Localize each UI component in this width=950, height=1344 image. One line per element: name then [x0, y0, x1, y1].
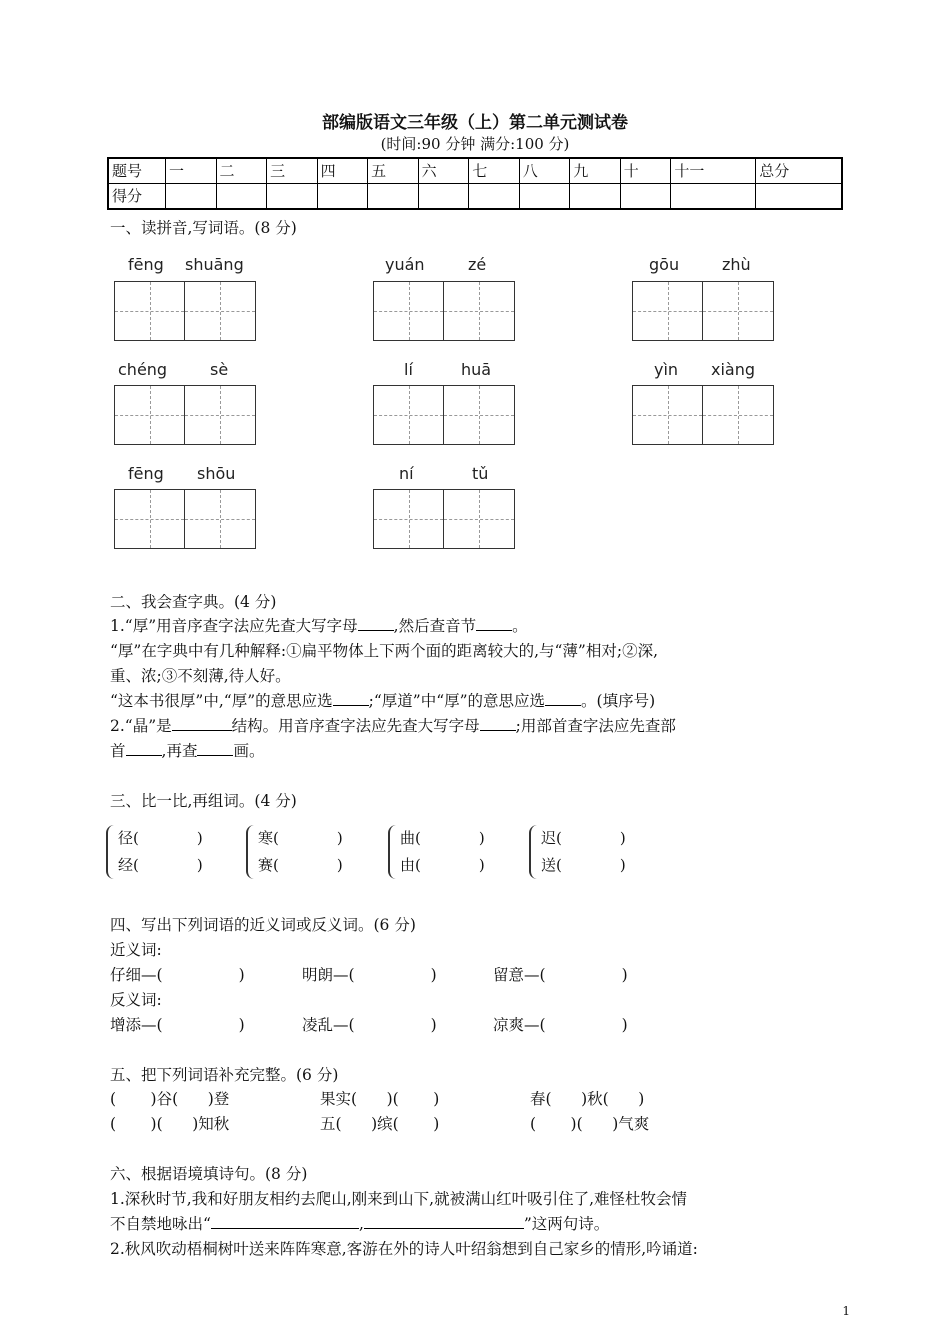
paren: ) — [238, 1016, 245, 1034]
score-table — [107, 157, 843, 210]
score-cell: 七 — [469, 158, 520, 184]
text: 。 — [512, 617, 528, 635]
pinyin-label: fēng — [128, 464, 164, 483]
paren: ) — [196, 829, 203, 847]
pair-char: 由( — [400, 856, 421, 874]
writing-grid[interactable] — [373, 385, 515, 445]
synonym-item — [302, 963, 437, 987]
text: 1.“厚”用音序查字法应先查大写字母 — [110, 617, 358, 635]
pinyin-label: zé — [468, 255, 487, 274]
paren: ) — [619, 829, 626, 847]
score-input-cell[interactable] — [418, 184, 469, 210]
score-input-cell[interactable] — [216, 184, 267, 210]
word-pair — [258, 825, 343, 879]
antonym-item — [302, 1013, 437, 1037]
section-2-heading: 二、我会查字典。(4 分) — [110, 593, 277, 611]
writing-grid[interactable] — [632, 281, 774, 341]
idiom-item[interactable]: ( )( )气爽 — [530, 1115, 650, 1133]
question-line: 重、浓;③不刻薄,待人好。 — [110, 667, 291, 685]
antonym-item — [110, 1013, 245, 1037]
score-table-score-row — [108, 184, 842, 210]
pair-char: 曲( — [400, 829, 421, 847]
score-input-cell[interactable] — [368, 184, 419, 210]
pinyin-label: gōu — [649, 255, 680, 274]
brace-mark — [388, 825, 400, 879]
question-line: 1.深秋时节,我和好朋友相约去爬山,刚来到山下,就被满山红叶吸引住了,难怪杜牧会情 — [110, 1190, 687, 1208]
page-title: 部编版语文三年级（上）第二单元测试卷 — [322, 113, 628, 133]
text: 首 — [110, 742, 126, 760]
answer-blank[interactable] — [126, 739, 162, 756]
question-line: “厚”在字典中有几种解释:①扁平物体上下两个面的距离较大的,与“薄”相对;②深, — [110, 642, 658, 660]
question-line — [110, 1212, 609, 1236]
text: ;用部首查字法应先查部 — [515, 717, 676, 735]
word-pair — [118, 825, 203, 879]
question-line — [110, 614, 528, 638]
pair-char: 经( — [118, 856, 139, 874]
writing-grid[interactable] — [632, 385, 774, 445]
score-cell: 得分 — [108, 184, 166, 210]
paren: ) — [336, 856, 343, 874]
brace-mark — [529, 825, 541, 879]
paren: ) — [478, 856, 485, 874]
section-1-heading: 一、读拼音,写词语。(8 分) — [110, 219, 297, 237]
text: , — [358, 1215, 364, 1233]
word-pair — [400, 825, 485, 879]
score-cell: 十一 — [671, 158, 756, 184]
text: 凌乱—( — [302, 1016, 355, 1034]
score-input-cell[interactable] — [469, 184, 520, 210]
text: ,然后查音节 — [393, 617, 477, 635]
pair-char: 寒( — [258, 829, 279, 847]
text: “这本书很厚”中,“厚”的意思应选 — [110, 692, 333, 710]
text: 增添—( — [110, 1016, 163, 1034]
answer-blank[interactable] — [364, 1212, 524, 1229]
word-pair — [541, 825, 626, 879]
pinyin-label: shuāng — [185, 255, 244, 274]
writing-grid[interactable] — [114, 281, 256, 341]
question-line: 2.秋风吹动梧桐树叶送来阵阵寒意,客游在外的诗人叶绍翁想到自己家乡的情形,吟诵道: — [110, 1240, 698, 1258]
synonym-label: 近义词: — [110, 941, 162, 959]
text: 结构。用音序查字法应先查大写字母 — [231, 717, 480, 735]
idiom-item[interactable]: 果实( )( ) — [320, 1090, 440, 1108]
score-cell: 题号 — [108, 158, 166, 184]
text: 2.“晶”是 — [110, 717, 172, 735]
paren: ) — [238, 966, 245, 984]
section-5-heading: 五、把下列词语补充完整。(6 分) — [110, 1066, 339, 1084]
pair-char: 赛( — [258, 856, 279, 874]
pair-char: 迟( — [541, 829, 562, 847]
answer-blank[interactable] — [480, 714, 516, 731]
score-input-cell[interactable] — [317, 184, 368, 210]
pinyin-label: sè — [210, 360, 229, 379]
pinyin-label: xiàng — [711, 360, 756, 379]
score-cell: 三 — [267, 158, 318, 184]
text: 留意—( — [493, 966, 546, 984]
score-cell: 四 — [317, 158, 368, 184]
score-cell: 九 — [570, 158, 621, 184]
paren: ) — [621, 1016, 628, 1034]
answer-blank[interactable] — [211, 1212, 359, 1229]
pair-char: 送( — [541, 856, 562, 874]
brace-mark — [246, 825, 258, 879]
paren: ) — [621, 966, 628, 984]
answer-blank[interactable] — [197, 739, 233, 756]
question-line — [110, 739, 264, 763]
score-cell: 六 — [418, 158, 469, 184]
page-subtitle: (时间:90 分钟 满分:100 分) — [380, 135, 570, 153]
text: 明朗—( — [302, 966, 355, 984]
score-input-cell[interactable] — [570, 184, 621, 210]
text: 画。 — [233, 742, 265, 760]
antonym-label: 反义词: — [110, 991, 162, 1009]
score-table-header-row — [108, 158, 842, 184]
score-input-cell[interactable] — [166, 184, 217, 210]
score-cell: 五 — [368, 158, 419, 184]
text: 不自禁地咏出“ — [110, 1215, 211, 1233]
text: ;“厚道”中“厚”的意思应选 — [368, 692, 546, 710]
question-line — [110, 714, 676, 738]
idiom-item[interactable]: ( )( )知秋 — [110, 1115, 230, 1133]
synonym-item — [110, 963, 245, 987]
paren: ) — [619, 856, 626, 874]
question-line — [110, 689, 655, 713]
section-3-heading: 三、比一比,再组词。(4 分) — [110, 792, 297, 810]
answer-blank[interactable] — [333, 689, 369, 706]
pair-char: 径( — [118, 829, 139, 847]
pinyin-label: chéng — [118, 360, 168, 379]
paren: ) — [430, 1016, 437, 1034]
score-cell: 一 — [166, 158, 217, 184]
writing-grid[interactable] — [373, 281, 515, 341]
pinyin-label: yuán — [385, 255, 425, 274]
text: ,再查 — [161, 742, 198, 760]
writing-grid[interactable] — [373, 489, 515, 549]
pinyin-label: tǔ — [472, 464, 489, 483]
answer-blank[interactable] — [545, 689, 581, 706]
brace-mark — [106, 825, 118, 879]
text: 。(填序号) — [581, 692, 656, 710]
section-6-heading: 六、根据语境填诗句。(8 分) — [110, 1165, 308, 1183]
writing-grid[interactable] — [114, 385, 256, 445]
pinyin-label: yìn — [654, 360, 679, 379]
answer-blank[interactable] — [172, 714, 232, 731]
pinyin-label: zhù — [722, 255, 751, 274]
text: ”这两句诗。 — [523, 1215, 610, 1233]
pinyin-label: shōu — [197, 464, 236, 483]
idiom-item[interactable]: 春( )秋( ) — [530, 1090, 645, 1108]
pinyin-label: lí — [404, 360, 413, 379]
score-input-cell[interactable] — [671, 184, 756, 210]
writing-grid[interactable] — [114, 489, 256, 549]
text: 凉爽—( — [493, 1016, 546, 1034]
idiom-item[interactable]: 五( )缤( ) — [320, 1115, 440, 1133]
idiom-item[interactable]: ( )谷( )登 — [110, 1090, 230, 1108]
synonym-item — [493, 963, 628, 987]
paren: ) — [196, 856, 203, 874]
paren: ) — [478, 829, 485, 847]
text: 仔细—( — [110, 966, 163, 984]
score-input-cell[interactable] — [756, 184, 842, 210]
answer-blank[interactable] — [358, 614, 394, 631]
antonym-item — [493, 1013, 628, 1037]
pinyin-label: huā — [461, 360, 492, 379]
pinyin-label: fēng — [128, 255, 164, 274]
score-cell: 八 — [519, 158, 570, 184]
score-cell: 二 — [216, 158, 267, 184]
pinyin-label: ní — [399, 464, 414, 483]
score-input-cell[interactable] — [267, 184, 318, 210]
paren: ) — [336, 829, 343, 847]
score-input-cell[interactable] — [519, 184, 570, 210]
score-cell: 十 — [620, 158, 671, 184]
page-number: 1 — [842, 1304, 850, 1318]
score-input-cell[interactable] — [620, 184, 671, 210]
score-cell: 总分 — [756, 158, 842, 184]
section-4-heading: 四、写出下列词语的近义词或反义词。(6 分) — [110, 916, 416, 934]
paren: ) — [430, 966, 437, 984]
answer-blank[interactable] — [476, 614, 512, 631]
